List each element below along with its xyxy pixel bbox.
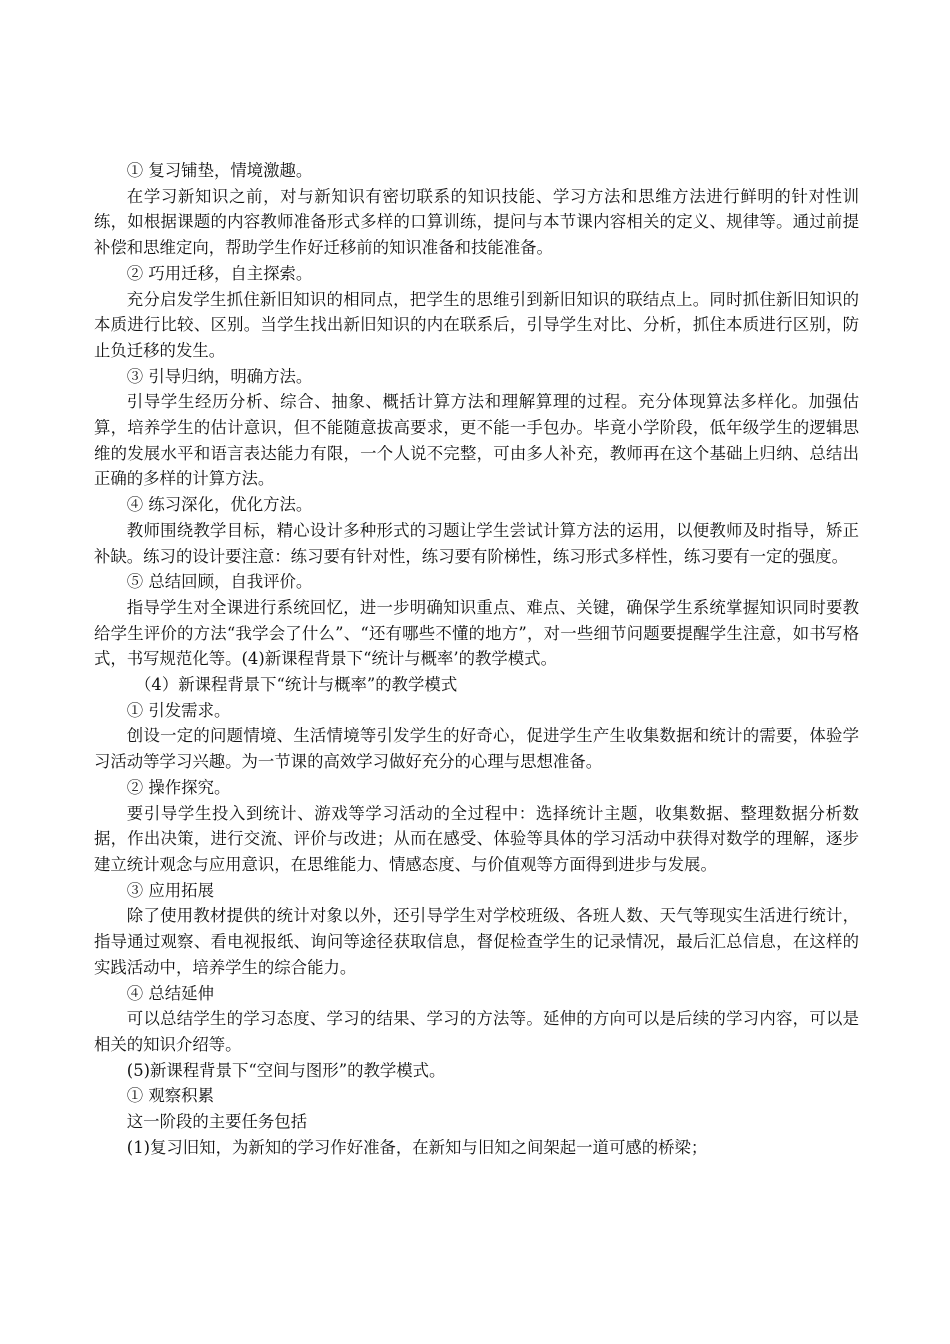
section-heading: ① 复习铺垫，情境激趣。 bbox=[126, 161, 313, 180]
section-heading: ⑤ 总结回顾，自我评价。 bbox=[126, 572, 313, 592]
body-paragraph: 教师围绕教学目标，精心设计多种形式的习题让学生尝试计算方法的运用，以便教师及时指导，矫正补缺。练习的设计要注意：练习要有针对性，练习要有阶梯性，练习形式多样性，练习要有一定的强度。 bbox=[94, 520, 859, 566]
section-title: (5)新课程背景下“空间与图形”的教学模式。 bbox=[126, 1060, 446, 1080]
section-heading: ③ 应用拓展 bbox=[126, 880, 214, 900]
section-heading: 这一阶段的主要任务包括 bbox=[126, 1112, 308, 1132]
section-heading: ④ 练习深化，优化方法。 bbox=[126, 495, 313, 515]
section-heading: ③ 引导归纳，明确方法。 bbox=[126, 366, 313, 386]
body-paragraph: 要引导学生投入到统计、游戏等学习活动的全过程中：选择统计主题，收集数据、整理数据分析数据，作出决策，进行交流、评价与改进；从而在感受、体验等具体的学习活动中获得对数学的理解，逐步建立统计观念与应用意识，在思维能力、情感态度、与价值观等方面得到进步与发展。 bbox=[94, 803, 859, 874]
section-heading: ④ 总结延伸 bbox=[126, 983, 214, 1003]
section-heading: ① 观察积累 bbox=[126, 1086, 214, 1106]
section-heading: ② 操作探究。 bbox=[126, 777, 231, 797]
body-paragraph: 指导学生对全课进行系统回忆，进一步明确知识重点、难点、关键，确保学生系统掌握知识同时要教给学生评价的方法“我学会了什么”、“还有哪些不懂的地方”，对一些细节问题要提醒学生注意，如书写格式，书写规范化等。(4)新课程背景下“统计与概率’的教学模式。 bbox=[94, 597, 859, 669]
body-paragraph: 除了使用教材提供的统计对象以外，还引导学生对学校班级、各班人数、天气等现实生活进行统计，指导通过观察、看电视报纸、询问等途径获取信息，督促检查学生的记录情况，最后汇总信息，在这样的实践活动中，培养学生的综合能力。 bbox=[94, 906, 859, 977]
body-paragraph: 在学习新知识之前，对与新知识有密切联系的知识技能、学习方法和思维方法进行鲜明的针对性训练，如根据课题的内容教师准备形式多样的口算训练，提问与本节课内容相关的定义、规律等。通过前提补偿和思维定向，帮助学生作好迁移前的知识准备和技能准备。 bbox=[94, 186, 859, 258]
body-paragraph: (1)复习旧知，为新知的学习作好准备，在新知与旧知之间架起一道可感的桥梁； bbox=[126, 1137, 708, 1157]
section-heading: ② 巧用迁移，自主探索。 bbox=[126, 263, 313, 283]
section-heading: ① 引发需求。 bbox=[126, 700, 231, 720]
body-paragraph: 创设一定的问题情境、生活情境等引发学生的好奇心，促进学生产生收集数据和统计的需要，体验学习活动等学习兴趣。为一节课的高效学习做好充分的心理与思想准备。 bbox=[94, 726, 859, 772]
body-paragraph: 可以总结学生的学习态度、学习的结果、学习的方法等。延伸的方向可以是后续的学习内容，可以是相关的知识介绍等。 bbox=[94, 1009, 859, 1054]
body-paragraph: 引导学生经历分析、综合、抽象、概括计算方法和理解算理的过程。充分体现算法多样化。加强估算，培养学生的估计意识，但不能随意拔高要求，更不能一手包办。毕竟小学阶段，低年级学生的逻辑思维的发展水平和语言表达能力有限，一个人说不完整，可由多人补充，教师再在这个基础上归纳、总结出正确的多样的计算方法。 bbox=[94, 392, 859, 489]
document-page bbox=[94, 158, 859, 1160]
section-title: （4）新课程背景下“统计与概率”的教学模式 bbox=[135, 675, 458, 695]
body-paragraph: 充分启发学生抓住新旧知识的相同点，把学生的思维引到新旧知识的联结点上。同时抓住新旧知识的本质进行比较、区别。当学生找出新旧知识的内在联系后，引导学生对比、分析，抓住本质进行区别，防止负迁移的发生。 bbox=[94, 289, 859, 360]
